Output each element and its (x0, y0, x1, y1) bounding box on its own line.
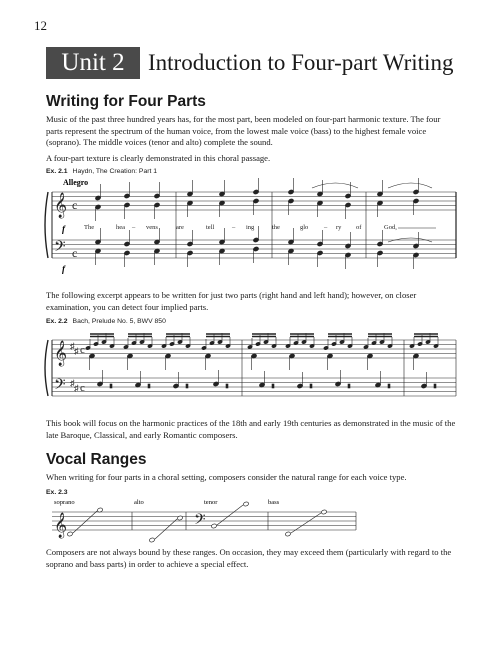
range-note-high (243, 501, 249, 506)
system-brace (45, 340, 48, 396)
score-example-2-1 (36, 172, 460, 277)
range-note-low (67, 531, 73, 536)
rest (110, 384, 112, 388)
voice-label-bass: bass (268, 499, 280, 506)
bass-clef-icon: 𝄢 (54, 238, 66, 258)
lyric-syllable: – (132, 224, 136, 231)
rest (186, 384, 188, 388)
lyric-syllable: – (232, 224, 236, 231)
sharp-icon: ♯ (70, 341, 75, 351)
paragraph-natural-range: When writing for four parts in a choral setting, composers consider the natural range for each voice type. (46, 472, 407, 482)
system-brace (45, 192, 48, 258)
paragraph-harmonic-practices: This book will focus on the harmonic practices of the 18th and early 19th centuries as demonstrated in the music of the late Baroque, Classical, and early Romantic composers. (46, 418, 456, 440)
rest (272, 384, 274, 388)
sharp-icon: ♯ (74, 346, 79, 356)
page-number: 12 (34, 18, 47, 33)
slur (388, 183, 432, 188)
lyric-syllable: are (176, 224, 184, 231)
treble-clef-icon: 𝄞 (54, 192, 68, 217)
treble-clef-icon: 𝄞 (54, 512, 68, 537)
lyric-syllable: hea (116, 224, 126, 231)
example-number: Ex. 2.3 (46, 489, 68, 496)
tempo-marking: Allegro (63, 178, 89, 187)
lyrics-line (84, 224, 436, 231)
voice-label-tenor: tenor (204, 499, 218, 506)
range-note-low (149, 537, 155, 542)
unit-title: Introduction to Four-part Writing (148, 50, 454, 75)
lyric-syllable: vens (146, 224, 158, 231)
lyric-syllable: of (356, 224, 362, 231)
unit-badge: Unit 2 (46, 47, 140, 79)
range-note-low (285, 531, 291, 536)
range-note-high (321, 509, 327, 514)
rest (310, 384, 312, 388)
score-example-2-3 (36, 496, 460, 546)
lyric-syllable: tell (206, 224, 215, 231)
common-time-icon: c (80, 344, 85, 356)
lyric-syllable: ry (336, 224, 342, 231)
range-line (217, 505, 243, 525)
range-note-low (211, 523, 217, 528)
common-time-icon: c (72, 246, 78, 260)
example-number: Ex. 2.2 (46, 318, 68, 325)
common-time-icon: c (72, 198, 78, 212)
lyric-syllable: glo (300, 224, 309, 231)
range-line (155, 519, 177, 539)
bass-clef-icon: 𝄢 (194, 511, 206, 531)
score-example-2-2 (36, 326, 460, 406)
voice-label-alto: alto (134, 499, 144, 506)
dynamic-forte-top: f (62, 224, 65, 234)
lyric-syllable: God, (384, 224, 397, 231)
section-heading-four-parts: Writing for Four Parts (46, 93, 206, 110)
example-number: Ex. 2.1 (46, 168, 68, 175)
section-heading-vocal-ranges: Vocal Ranges (46, 451, 147, 468)
rest (388, 384, 390, 388)
dynamic-forte-bottom: f (62, 264, 65, 274)
lyric-syllable: The (84, 224, 95, 231)
voice-label-soprano: soprano (54, 499, 75, 506)
common-time-icon: c (80, 382, 85, 394)
paragraph-four-part-texture: Music of the past three hundred years has, for the most part, been modeled on four-part harmonic texture. The four parts represent the spectrum of the human voice, from the lowest male voice (bass) to the highest female voice (soprano). The middle voices (tenor and alto) complete the sound. (46, 114, 441, 148)
lyric-syllable: – (324, 224, 328, 231)
paragraph-exceed-ranges: Composers are not always bound by these ranges. On occasion, they may exceed them (particularly with regard to the soprano and bass parts) in order to achieve a special effect. (46, 547, 452, 569)
paragraph-implied-parts: The following excerpt appears to be written for just two parts (right hand and left hand); however, on closer examination, you can detect four implied parts. (46, 290, 417, 312)
rest (348, 384, 350, 388)
lyric-syllable: the (272, 224, 280, 231)
rest (226, 384, 228, 388)
rest (148, 384, 150, 388)
example-2-2-label (46, 318, 166, 325)
slur (312, 183, 358, 188)
bass-clef-icon: 𝄢 (54, 376, 66, 396)
paragraph-choral-passage: A four-part texture is clearly demonstrated in this choral passage. (46, 153, 271, 163)
range-note-high (177, 515, 183, 520)
sharp-icon: ♯ (74, 383, 79, 393)
example-caption: Bach, Prelude No. 5, BWV 850 (72, 318, 166, 325)
sharp-icon: ♯ (70, 378, 75, 388)
lyric-syllable: ing (246, 224, 255, 231)
example-2-3-label (46, 489, 73, 496)
rest (434, 384, 436, 388)
example-caption: Haydn, The Creation: Part 1 (72, 168, 158, 175)
treble-clef-icon: 𝄞 (54, 340, 68, 365)
